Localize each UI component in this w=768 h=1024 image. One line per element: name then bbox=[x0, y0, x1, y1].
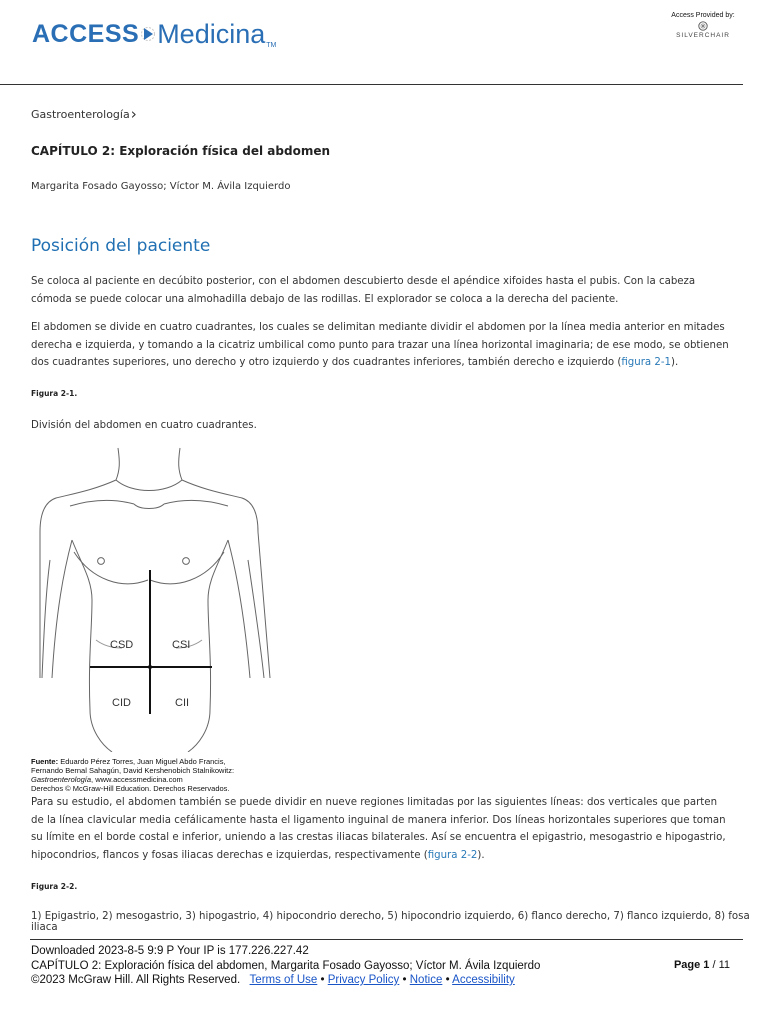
chapter-title: CAPÍTULO 2: Exploración física del abdomen bbox=[31, 144, 331, 158]
credit-book: Gastroenterología bbox=[31, 775, 92, 784]
silverchair-brand: SILVERCHAIR bbox=[676, 32, 730, 39]
nipple-left bbox=[183, 558, 190, 565]
credit-rights: Derechos © McGraw-Hill Education. Derechos Reservados. bbox=[31, 784, 230, 793]
nipple-right bbox=[98, 558, 105, 565]
paragraph-nine-regions-text: Para su estudio, el abdomen también se puede dividir en nueve regiones limitadas por las siguientes líneas: dos verticales que parten de la línea clavicular media cefálicamente hasta el ligamento inguinal de manera inferior. Dos líneas horizontales superiores que toman su límite en el borde costal e inferior, uniendo a las crestas iliacas bilaterales. Así se encuentra el epigastrio, mesogastrio e hipogastrio, hipocondrios, flancos y fosas iliacas derechas e izquierdas, respectivamente ( bbox=[31, 797, 726, 861]
credit-site: , www.accessmedicina.com bbox=[91, 775, 183, 784]
umbilicus-point bbox=[148, 665, 152, 669]
breadcrumb[interactable] bbox=[31, 104, 137, 122]
footer-divider bbox=[30, 939, 743, 940]
footer-bullet: • bbox=[445, 974, 450, 986]
header-divider bbox=[0, 84, 743, 85]
breadcrumb-label[interactable]: Gastroenterología bbox=[31, 108, 130, 121]
accessmedicina-logo[interactable] bbox=[32, 14, 276, 54]
credit-line1: Eduardo Pérez Torres, Juan Miguel Abdo Francis, bbox=[60, 757, 226, 766]
logo-medicina-text: Medicina bbox=[157, 18, 266, 49]
page-total: / 11 bbox=[712, 959, 730, 971]
paragraph-nine-regions-end: ). bbox=[477, 849, 485, 861]
notice-link[interactable]: Notice bbox=[409, 974, 443, 986]
footer-copyright: ©2023 McGraw Hill. All Rights Reserved. bbox=[31, 974, 241, 986]
page-number bbox=[674, 959, 730, 971]
figure-2-1-link[interactable]: figura 2-1 bbox=[621, 357, 672, 368]
footer-bullet: • bbox=[320, 974, 325, 986]
page-current: Page 1 bbox=[673, 959, 710, 971]
privacy-policy-link[interactable]: Privacy Policy bbox=[327, 974, 400, 986]
terms-of-use-link[interactable]: Terms of Use bbox=[249, 974, 318, 986]
paragraph-quadrants-end: ). bbox=[671, 357, 679, 368]
logo-tm: TM bbox=[266, 42, 277, 49]
footer-citation: CAPÍTULO 2: Exploración física del abdomen, Margarita Fosado Gayosso; Víctor M. Ávila Izquierdo bbox=[31, 959, 541, 972]
quadrant-label-cid: CID bbox=[112, 697, 131, 709]
quadrant-label-csi: CSI bbox=[172, 639, 191, 651]
figure-2-2-label: Figura 2-2. bbox=[31, 882, 78, 891]
figure-label: Figura 2-1. bbox=[31, 389, 78, 398]
logo-arrow-icon bbox=[141, 21, 155, 47]
paragraph-quadrants-text: El abdomen se divide en cuatro cuadrantes, los cuales se delimitan mediante dividir el abdomen por la línea media anterior en mitades derecha e izquierda, y tomando a la cicatriz umbilical como punto para trazar una línea horizontal imaginaria; de ese modo, se obtienen dos cuadrantes superiores, uno derecho y otro izquierdo y dos cuadrantes inferiores, también derecho e izquierdo ( bbox=[31, 322, 729, 368]
accessibility-link[interactable]: Accessibility bbox=[452, 974, 515, 986]
logo-access-text: ACCESS bbox=[32, 19, 140, 48]
footer-legal bbox=[31, 973, 540, 988]
figure-2-2-link[interactable]: figura 2-2 bbox=[427, 849, 478, 861]
section-heading: Posición del paciente bbox=[31, 236, 211, 256]
authors: Margarita Fosado Gayosso; Víctor M. Ávila Izquierdo bbox=[31, 181, 291, 192]
paragraph-nine-regions bbox=[31, 794, 731, 864]
figure-caption: División del abdomen en cuatro cuadrantes. bbox=[31, 420, 257, 431]
figure-credit bbox=[31, 757, 234, 793]
figure-2-2-caption: 1) Epigastrio, 2) mesogastrio, 3) hipogastrio, 4) hipocondrio derecho, 5) hipocondrio izquierdo, 6) flanco derecho, 7) flanco izquierdo, 8) fosa iliaca bbox=[31, 911, 750, 933]
downloaded-info: Downloaded 2023-8-5 9:9 P Your IP is 177.226.227.42 bbox=[31, 945, 309, 957]
paragraph-quadrants bbox=[31, 319, 731, 372]
quadrant-label-csd: CSD bbox=[110, 639, 134, 651]
access-provided-by bbox=[668, 12, 738, 39]
paragraph-position: Se coloca al paciente en decúbito posterior, con el abdomen descubierto desde el apéndice xifoides hasta el pubis. Con la cabeza cómoda se puede colocar una almohadilla debajo de las rodillas. El explorador se coloca a la derecha del paciente. bbox=[31, 276, 696, 305]
abdomen-quadrants-figure bbox=[32, 440, 277, 752]
provided-label: Access Provided by: bbox=[671, 12, 735, 19]
footer-bullet: • bbox=[402, 974, 407, 986]
chevron-right-icon: › bbox=[130, 105, 137, 123]
page-footer bbox=[31, 944, 540, 988]
credit-line2: Fernando Bernal Sahagún, David Kershenobich Stalnikowitz: bbox=[31, 766, 235, 775]
credit-fuente-label: Fuente: bbox=[31, 757, 59, 766]
torso-outline bbox=[40, 448, 270, 752]
silverchair-icon bbox=[698, 21, 708, 31]
quadrant-label-cii: CII bbox=[175, 697, 190, 709]
